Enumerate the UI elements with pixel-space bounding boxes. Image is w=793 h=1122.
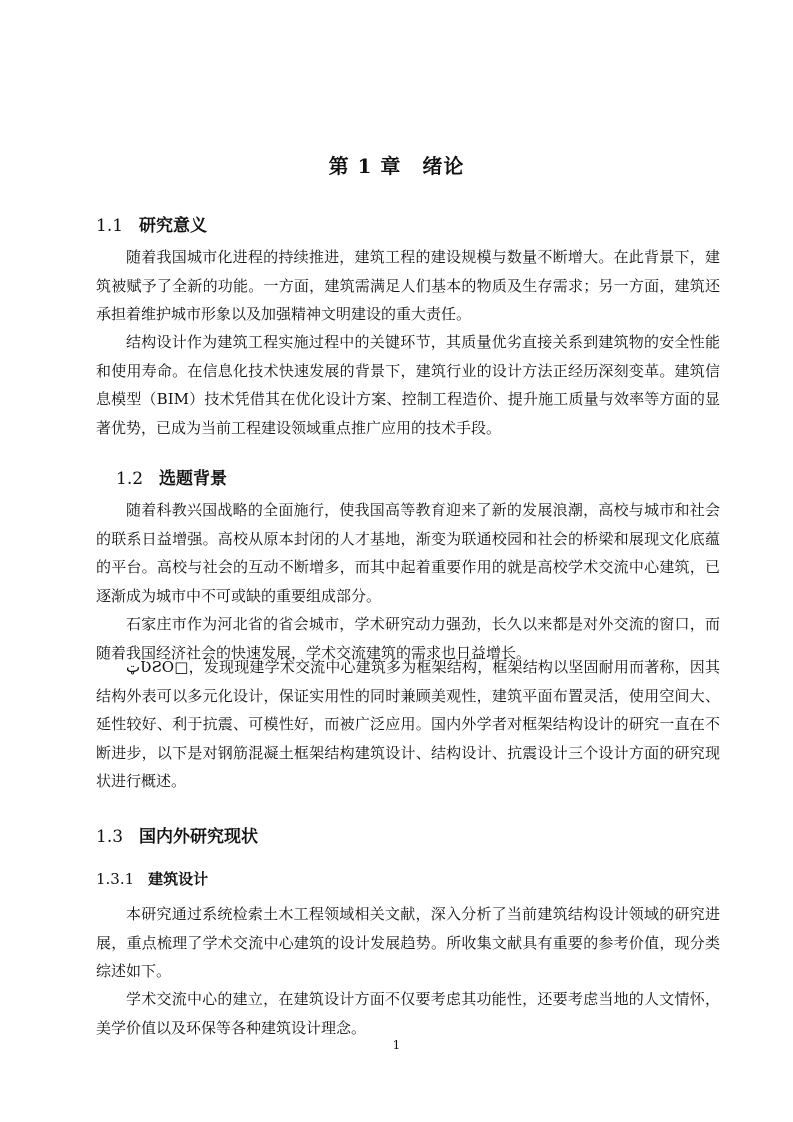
paragraph: 石家庄市作为河北省的省会城市，学术研究动力强劲，长久以来都是对外交流的窗口，而随着我国经济社会的快速发展，学术交流建筑的需求也日益增长。 [96,615,720,662]
paragraph: 随着科教兴国战略的全面施行，使我国高等教育迎来了新的发展浪潮，高校与城市和社会的联系日益增强。高校从原本封闭的人才基地，渐变为联通校园和社会的桥梁和展现文化底蕴的平台。高校与社会的互动不断增多，而其中起着重要作用的就是高校学术交流中心建筑，已逐渐成为城市中不可或缺的重要组成部分。 [96,501,720,605]
paragraph: 随着我国城市化进程的持续推进，建筑工程的建设规模与数量不断增大。在此背景下，建筑被赋予了全新的功能。一方面，建筑需满足人们基本的物质及生存需求；另一方面，建筑还承担着维护城市形象以及加强精神文明建设的重大责任。 [96,248,720,323]
subsection-heading-1-3-1 [96,868,208,889]
chapter-title: 第 1 章 绪论 [328,154,465,178]
section-heading-1-1 [96,211,207,236]
section-title: 研究意义 [139,216,208,236]
section-heading-1-3 [96,822,258,847]
section-heading-1-2 [116,464,227,489]
section-title: 国内外研究现状 [139,827,259,847]
paragraph: 结构设计作为建筑工程实施过程中的关键环节，其质量优劣直接关系到建筑物的安全性能和使用寿命。在信息化技术快速发展的背景下，建筑行业的设计方法正经历深刻变革。建筑信息模型（BIM）技术凭借其在优化设计方案、控制工程造价、提升施工质量与效率等方面的显著优势，已成为当前工程建设领域重点推广应用的技术手段。 [96,333,720,437]
page-number: 1 [392,1038,401,1052]
subsection-number: 1.3.1 [96,870,135,888]
section-number: 1.3 [96,827,124,847]
section-number: 1.1 [96,216,124,236]
subsection-title: 建筑设计 [148,870,209,888]
section-title: 选题背景 [159,469,228,489]
paragraph: 学术交流中心的建立，在建筑设计方面不仅要考虑其功能性，还要考虑当地的人文情怀，美学价值以及环保等各种建筑设计理念。 [96,990,720,1037]
paragraph: 本研究通过系统检索土木工程领域相关文献，深入分析了当前建筑结构设计领域的研究进展，重点梳理了学术交流中心建筑的设计发展趋势。所收集文献具有重要的参考价值，现分类综述如下。 [96,905,720,980]
paragraph: ټƲƧÓ□，发现现建学术交流中心建筑多为框架结构，框架结构以坚固耐用而著称，因其结构外表可以多元化设计，保证实用性的同时兼顾美观性，建筑平面布置灵活，使用空间大、延性较好、利于抗震、可模性好，而被广泛应用。国内外学者对框架结构设计的研究一直在不断进步，以下是对钢筋混凝土框架结构建筑设计、结构设计、抗震设计三个设计方面的研究现状进行概述。 [96,658,720,790]
section-number: 1.2 [116,469,144,489]
